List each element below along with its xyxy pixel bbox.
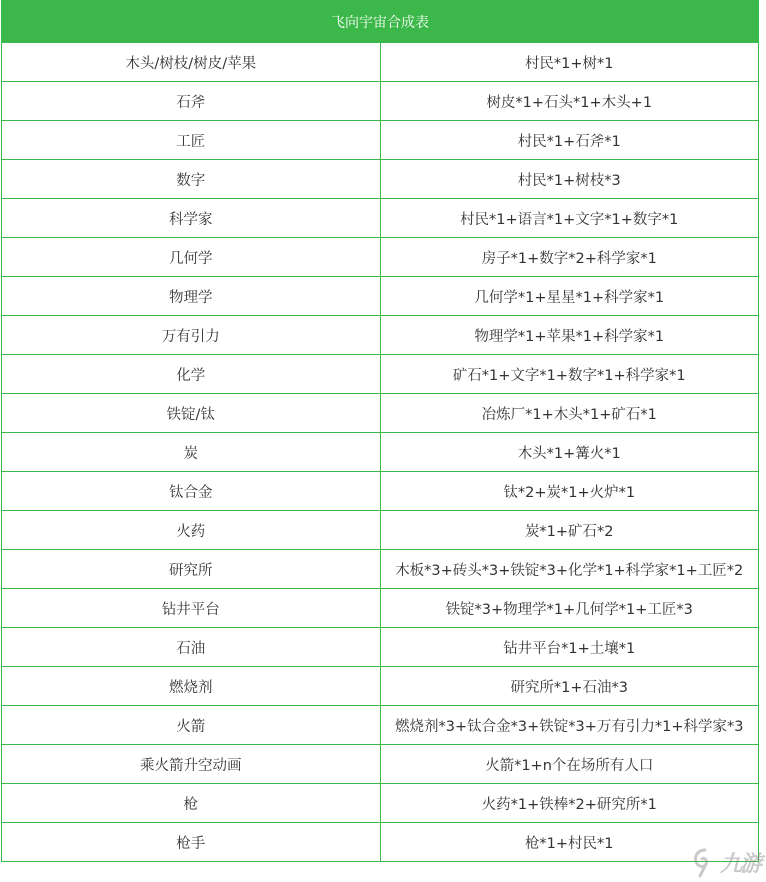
table-row	[2, 550, 759, 589]
watermark	[692, 847, 760, 878]
recipe-cell: 村民*1+树*1	[380, 43, 759, 82]
table-row	[2, 667, 759, 706]
item-cell: 火箭	[2, 706, 381, 745]
recipe-cell: 火箭*1+n个在场所有人口	[380, 745, 759, 784]
recipe-cell: 铁锭*3+物理学*1+几何学*1+工匠*3	[380, 589, 759, 628]
item-cell: 石油	[2, 628, 381, 667]
table-row	[2, 355, 759, 394]
table-row	[2, 589, 759, 628]
item-cell: 木头/树枝/树皮/苹果	[2, 43, 381, 82]
item-cell: 枪	[2, 784, 381, 823]
item-cell: 炭	[2, 433, 381, 472]
recipe-table-container	[1, 0, 759, 862]
item-cell: 物理学	[2, 277, 381, 316]
recipe-cell: 冶炼厂*1+木头*1+矿石*1	[380, 394, 759, 433]
item-cell: 几何学	[2, 238, 381, 277]
table-row	[2, 82, 759, 121]
recipe-cell: 几何学*1+星星*1+科学家*1	[380, 277, 759, 316]
table-row	[2, 433, 759, 472]
recipe-cell: 木板*3+砖头*3+铁锭*3+化学*1+科学家*1+工匠*2	[380, 550, 759, 589]
recipe-cell: 村民*1+石斧*1	[380, 121, 759, 160]
table-row	[2, 472, 759, 511]
recipe-cell: 枪*1+村民*1	[380, 823, 759, 862]
item-cell: 石斧	[2, 82, 381, 121]
recipe-cell: 木头*1+篝火*1	[380, 433, 759, 472]
table-body	[2, 43, 759, 862]
table-row	[2, 628, 759, 667]
recipe-cell: 炭*1+矿石*2	[380, 511, 759, 550]
table-row	[2, 394, 759, 433]
item-cell: 枪手	[2, 823, 381, 862]
recipe-cell: 钛*2+炭*1+火炉*1	[380, 472, 759, 511]
table-row	[2, 511, 759, 550]
recipe-cell: 研究所*1+石油*3	[380, 667, 759, 706]
recipe-cell: 房子*1+数字*2+科学家*1	[380, 238, 759, 277]
table-row	[2, 160, 759, 199]
item-cell: 钻井平台	[2, 589, 381, 628]
recipe-cell: 矿石*1+文字*1+数字*1+科学家*1	[380, 355, 759, 394]
item-cell: 钛合金	[2, 472, 381, 511]
recipe-table	[1, 0, 759, 862]
item-cell: 工匠	[2, 121, 381, 160]
recipe-cell: 村民*1+树枝*3	[380, 160, 759, 199]
table-row	[2, 316, 759, 355]
recipe-cell: 村民*1+语言*1+文字*1+数字*1	[380, 199, 759, 238]
table-row	[2, 238, 759, 277]
watermark-text: 九游	[719, 852, 760, 877]
item-cell: 燃烧剂	[2, 667, 381, 706]
table-header-row	[2, 1, 759, 43]
item-cell: 火药	[2, 511, 381, 550]
item-cell: 科学家	[2, 199, 381, 238]
item-cell: 万有引力	[2, 316, 381, 355]
jiuyou-logo-icon	[692, 848, 718, 878]
table-row	[2, 277, 759, 316]
recipe-cell: 物理学*1+苹果*1+科学家*1	[380, 316, 759, 355]
item-cell: 化学	[2, 355, 381, 394]
table-row	[2, 823, 759, 862]
table-row	[2, 121, 759, 160]
item-cell: 乘火箭升空动画	[2, 745, 381, 784]
table-title: 飞向宇宙合成表	[2, 1, 759, 43]
recipe-cell: 树皮*1+石头*1+木头+1	[380, 82, 759, 121]
table-row	[2, 745, 759, 784]
recipe-cell: 火药*1+铁棒*2+研究所*1	[380, 784, 759, 823]
recipe-cell: 钻井平台*1+土壤*1	[380, 628, 759, 667]
table-row	[2, 43, 759, 82]
item-cell: 数字	[2, 160, 381, 199]
table-row	[2, 784, 759, 823]
item-cell: 铁锭/钛	[2, 394, 381, 433]
recipe-cell: 燃烧剂*3+钛合金*3+铁锭*3+万有引力*1+科学家*3	[380, 706, 759, 745]
table-row	[2, 199, 759, 238]
item-cell: 研究所	[2, 550, 381, 589]
table-row	[2, 706, 759, 745]
